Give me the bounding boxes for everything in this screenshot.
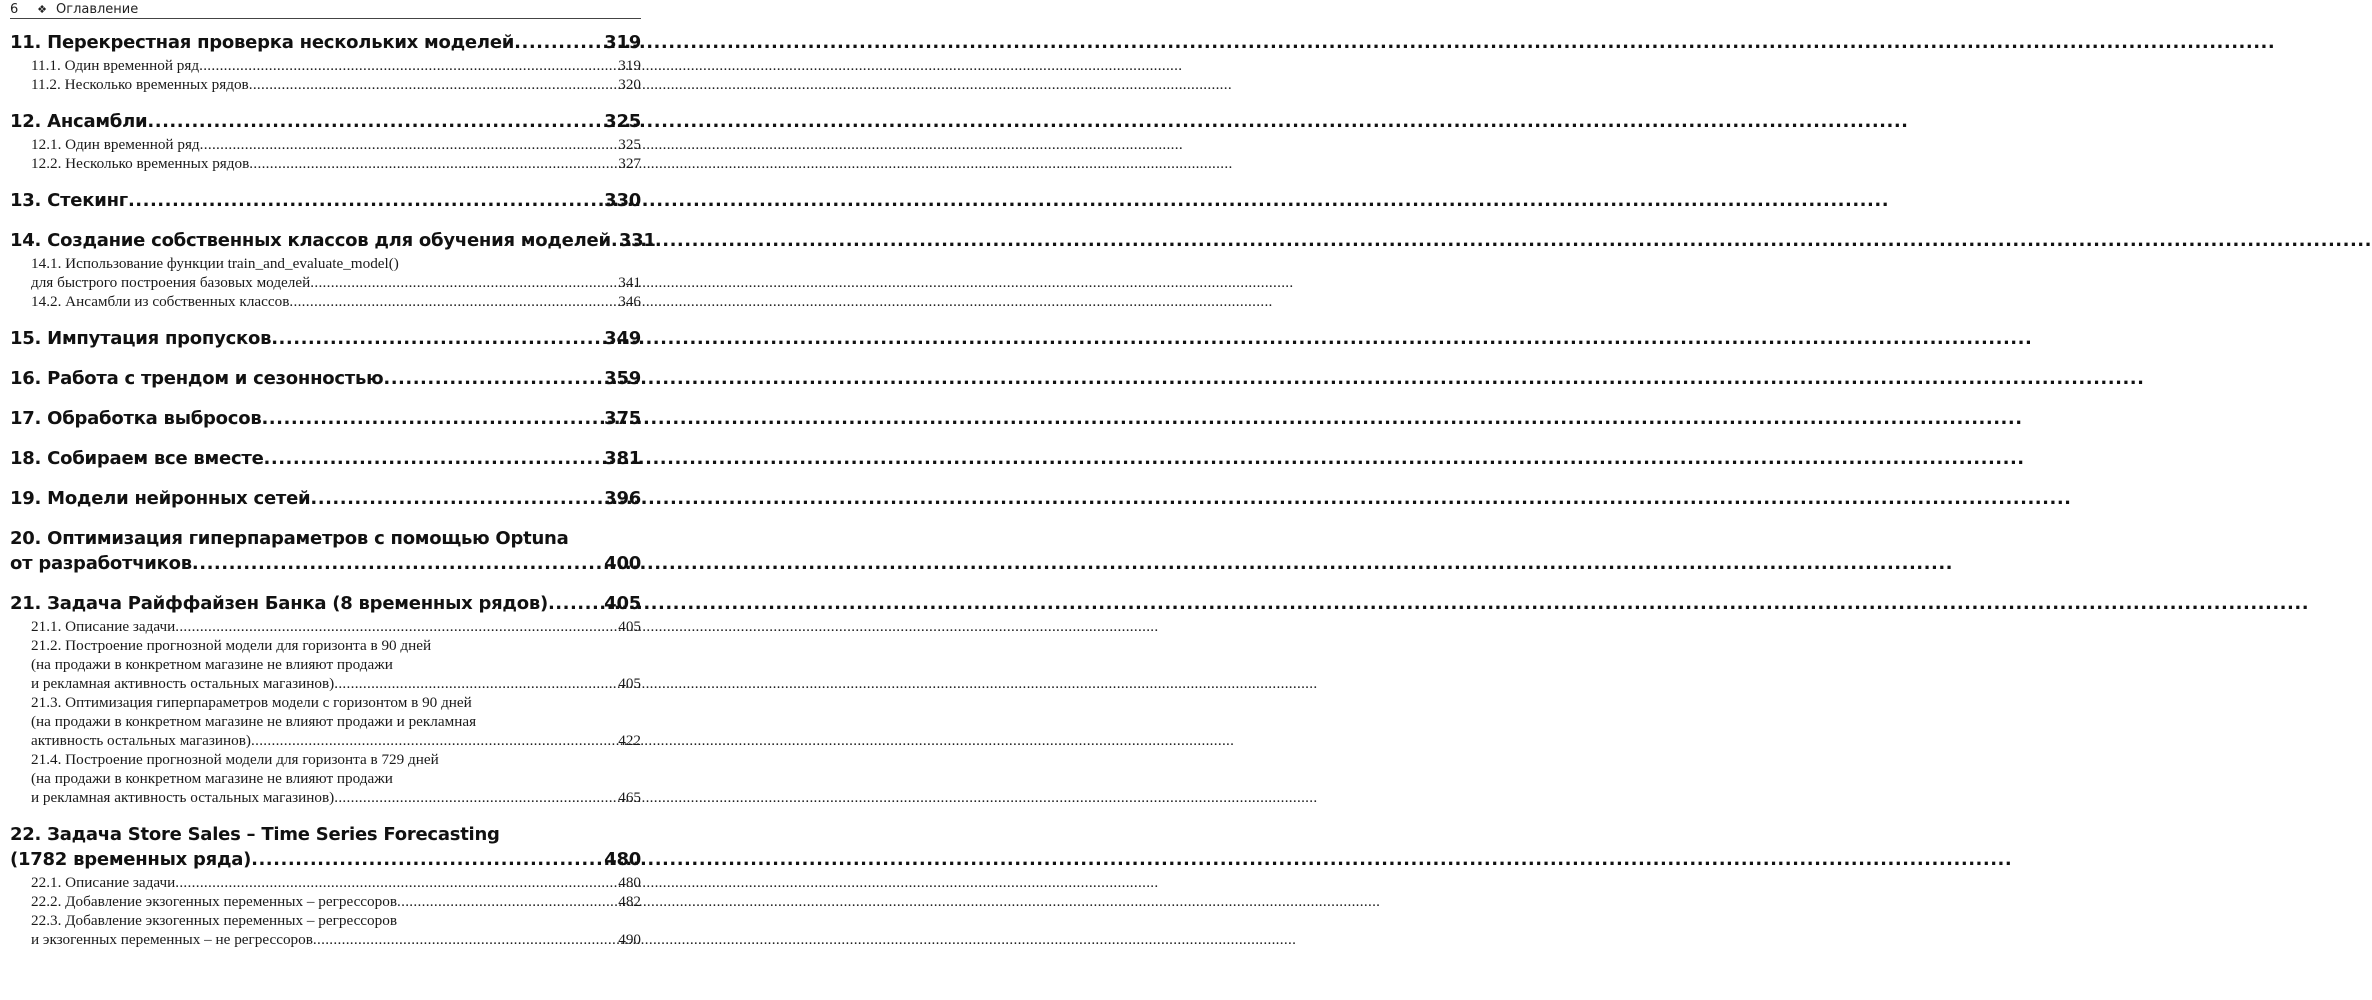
subsection-row[interactable] <box>31 135 641 154</box>
subsection-title: 22.2. Добавление экзогенных переменных – регрессоров <box>31 893 398 910</box>
chapter-page-number: 480 <box>604 849 641 870</box>
chapter-row[interactable] <box>10 228 656 253</box>
chapter-entry <box>10 109 641 134</box>
subsection-entry <box>31 750 641 807</box>
subsection-page-number: 465 <box>618 789 641 806</box>
subsection-entry <box>31 254 641 292</box>
subsection-page-number: 490 <box>618 931 641 948</box>
subsection-row[interactable] <box>31 873 641 892</box>
subsection-page-number: 320 <box>618 76 641 93</box>
subsection-title: 22.1. Описание задачи <box>31 874 176 891</box>
subsection-title: для быстрого построения базовых моделей <box>31 274 311 291</box>
chapter-row[interactable] <box>10 406 641 431</box>
subsection-page-number: 422 <box>618 732 641 749</box>
toc-chapter <box>10 326 641 351</box>
subsection-page-number: 346 <box>618 293 641 310</box>
subsection-row[interactable] <box>31 788 641 807</box>
chapter-title: 19. Модели нейронных сетей <box>10 488 311 509</box>
chapter-page-number: 330 <box>604 190 641 211</box>
chapter-row[interactable] <box>10 326 641 351</box>
subsection-entry <box>31 892 641 911</box>
dot-leader <box>271 326 604 351</box>
dot-leader <box>199 56 618 75</box>
dot-leader <box>261 406 604 431</box>
toc-chapter <box>10 822 641 949</box>
chapter-entry <box>10 30 641 55</box>
subsection-entry <box>31 693 641 750</box>
toc-chapter <box>10 109 641 173</box>
dot-leader <box>249 75 619 94</box>
subsection-title-line: (на продажи в конкретном магазине не влияют продажи <box>31 770 393 787</box>
subsection-row[interactable] <box>31 292 641 311</box>
subsection-title: и рекламная активность остальных магазинов) <box>31 675 335 692</box>
ornament-icon: ❖ <box>37 2 47 16</box>
dot-leader <box>264 446 605 471</box>
chapter-row[interactable] <box>10 486 641 511</box>
dot-leader <box>251 847 604 872</box>
subsection-title: активность остальных магазинов) <box>31 732 251 749</box>
chapter-entry <box>10 228 656 253</box>
subsection-list <box>10 617 641 807</box>
subsection-entry <box>31 292 641 311</box>
subsection-title-line: 22.3. Добавление экзогенных переменных – регрессоров <box>31 912 398 929</box>
subsection-entry <box>31 873 641 892</box>
toc-chapter <box>10 486 641 511</box>
chapter-page-number: 405 <box>604 593 641 614</box>
subsection-row[interactable] <box>31 930 641 949</box>
subsection-title: 12.2. Несколько временных рядов <box>31 155 250 172</box>
chapter-entry <box>10 188 641 213</box>
chapter-entry <box>10 446 641 471</box>
subsection-row[interactable] <box>31 154 641 173</box>
dot-leader <box>383 366 604 391</box>
subsection-row[interactable] <box>31 617 641 636</box>
chapter-row[interactable] <box>10 446 641 471</box>
subsection-page-number: 327 <box>618 155 641 172</box>
subsection-entry <box>31 617 641 636</box>
dot-leader <box>175 617 618 636</box>
chapter-page-number: 319 <box>604 32 641 53</box>
chapter-page-number: 359 <box>604 368 641 389</box>
subsection-title-line: 14.1. Использование функции train_and_evaluate_model() <box>31 255 399 272</box>
chapter-title: 17. Обработка выбросов <box>10 408 262 429</box>
subsection-page-number: 405 <box>618 618 641 635</box>
subsection-list <box>10 135 641 173</box>
subsection-title-line: 21.3. Оптимизация гиперпараметров модели с горизонтом в 90 дней <box>31 694 472 711</box>
subsection-page-number: 325 <box>618 136 641 153</box>
subsection-entry <box>31 135 641 154</box>
subsection-title: и экзогенных переменных – не регрессоров <box>31 931 313 948</box>
chapter-entry <box>10 406 641 431</box>
subsection-page-number: 405 <box>618 675 641 692</box>
dot-leader <box>310 486 604 511</box>
dot-leader <box>128 188 604 213</box>
subsection-entry <box>31 911 641 949</box>
chapter-entry <box>10 591 641 616</box>
chapter-row[interactable] <box>10 109 641 134</box>
dot-leader <box>611 228 619 253</box>
chapter-page-number: 349 <box>604 328 641 349</box>
chapter-title: 14. Создание собственных классов для обучения моделей <box>10 230 611 251</box>
chapter-row[interactable] <box>10 30 641 55</box>
subsection-title: 14.2. Ансамбли из собственных классов <box>31 293 290 310</box>
subsection-entry <box>31 56 641 75</box>
chapter-row[interactable] <box>10 591 641 616</box>
chapter-title: 13. Стекинг <box>10 190 128 211</box>
subsection-list <box>10 873 641 949</box>
toc-chapter <box>10 188 641 213</box>
subsection-page-number: 341 <box>618 274 641 291</box>
subsection-entry <box>31 154 641 173</box>
dot-leader <box>192 551 604 576</box>
chapter-title: 21. Задача Райффайзен Банка (8 временных рядов) <box>10 593 548 614</box>
dot-leader <box>310 273 618 292</box>
subsection-page-number: 482 <box>618 893 641 910</box>
subsection-title-line: (на продажи в конкретном магазине не влияют продажи и рекламная <box>31 713 477 730</box>
running-header <box>10 0 641 19</box>
toc-chapter <box>10 30 641 94</box>
subsection-row[interactable] <box>31 56 641 75</box>
chapter-title: от разработчиков <box>10 553 192 574</box>
subsection-title: 12.1. Один временной ряд <box>31 136 200 153</box>
subsection-title: и рекламная активность остальных магазинов) <box>31 789 335 806</box>
chapter-title: 12. Ансамбли <box>10 111 148 132</box>
dot-leader <box>313 930 618 949</box>
chapter-page-number: 381 <box>604 448 641 469</box>
subsection-title: 21.1. Описание задачи <box>31 618 176 635</box>
dot-leader <box>147 109 604 134</box>
chapter-title: 11. Перекрестная проверка нескольких моделей <box>10 32 515 53</box>
dot-leader <box>548 591 604 616</box>
chapter-page-number: 400 <box>604 553 641 574</box>
chapter-title: 15. Импутация пропусков <box>10 328 272 349</box>
chapter-entry <box>10 822 641 872</box>
table-of-contents <box>10 30 656 949</box>
chapter-title-line: 20. Оптимизация гиперпараметров с помощью Optuna <box>10 528 569 549</box>
chapter-row[interactable] <box>10 551 641 576</box>
chapter-page-number: 325 <box>604 111 641 132</box>
running-title: Оглавление <box>56 1 139 17</box>
toc-chapter <box>10 446 641 471</box>
subsection-list <box>10 254 641 311</box>
subsection-title-line: 21.4. Построение прогнозной модели для горизонта в 729 дней <box>31 751 439 768</box>
chapter-page-number: 375 <box>604 408 641 429</box>
chapter-entry <box>10 366 641 391</box>
chapter-entry <box>10 486 641 511</box>
dot-leader <box>175 873 618 892</box>
page-number: 6 <box>10 1 19 17</box>
subsection-page-number: 319 <box>618 57 641 74</box>
dot-leader <box>334 788 618 807</box>
chapter-entry <box>10 526 641 576</box>
dot-leader <box>289 292 618 311</box>
subsection-list <box>10 56 641 94</box>
subsection-row[interactable] <box>31 892 641 911</box>
subsection-entry <box>31 75 641 94</box>
subsection-row[interactable] <box>31 273 641 292</box>
dot-leader <box>397 892 618 911</box>
chapter-title: 18. Собираем все вместе <box>10 448 264 469</box>
dot-leader <box>249 154 618 173</box>
subsection-row[interactable] <box>31 674 641 693</box>
subsection-row[interactable] <box>31 731 641 750</box>
dot-leader <box>251 731 618 750</box>
subsection-title: 11.2. Несколько временных рядов <box>31 76 249 93</box>
subsection-row[interactable] <box>31 75 641 94</box>
subsection-entry <box>31 636 641 693</box>
chapter-page-number: 331 <box>618 230 656 251</box>
chapter-row[interactable] <box>10 188 641 213</box>
dot-leader <box>200 135 619 154</box>
toc-chapter <box>10 366 641 391</box>
toc-chapter <box>10 228 656 311</box>
toc-chapter <box>10 591 641 807</box>
subsection-title: 11.1. Один временной ряд <box>31 57 200 74</box>
subsection-page-number: 480 <box>618 874 641 891</box>
toc-chapter <box>10 526 641 576</box>
toc-chapter <box>10 406 641 431</box>
chapter-entry <box>10 326 641 351</box>
chapter-title: (1782 временных ряда) <box>10 849 252 870</box>
chapter-page-number: 396 <box>604 488 641 509</box>
dot-leader <box>514 30 604 55</box>
chapter-row[interactable] <box>10 847 641 872</box>
subsection-title-line: 21.2. Построение прогнозной модели для горизонта в 90 дней <box>31 637 432 654</box>
chapter-row[interactable] <box>10 366 641 391</box>
chapter-title: 16. Работа с трендом и сезонностью <box>10 368 384 389</box>
dot-leader <box>334 674 618 693</box>
subsection-title-line: (на продажи в конкретном магазине не влияют продажи <box>31 656 393 673</box>
chapter-title-line: 22. Задача Store Sales – Time Series Forecasting <box>10 824 500 845</box>
